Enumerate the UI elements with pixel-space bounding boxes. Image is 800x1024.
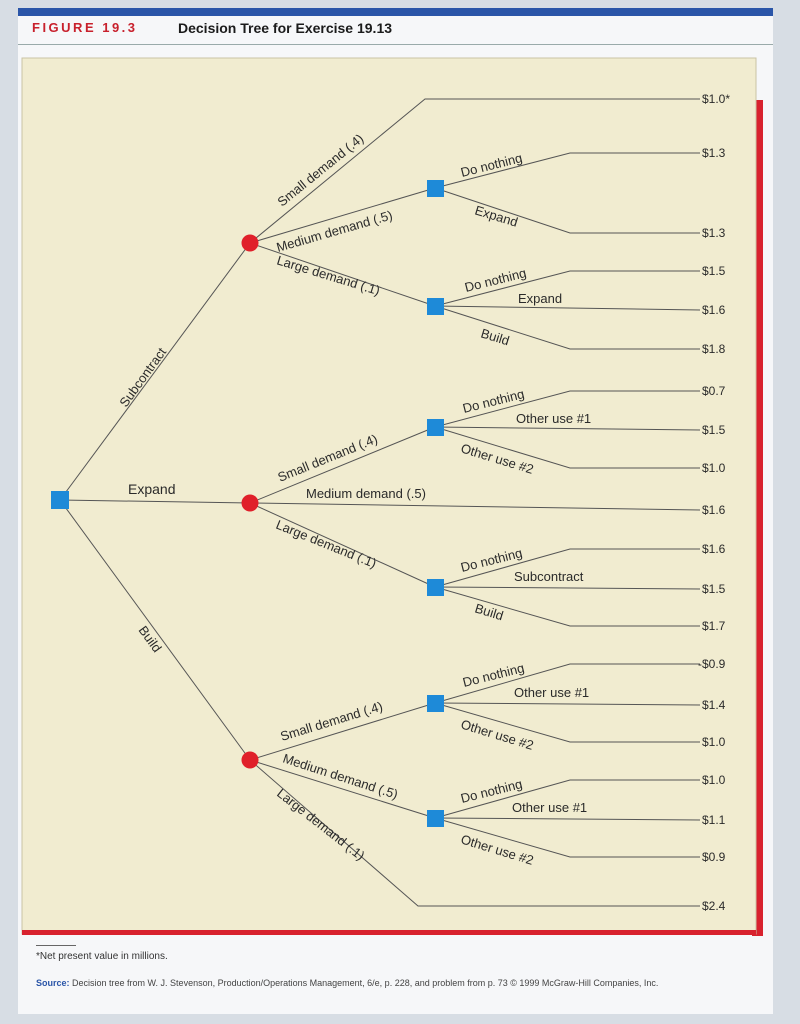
payoff-value: $1.6: [702, 303, 726, 317]
payoff-value: $1.6: [702, 503, 726, 517]
build-medium-do-nothing-label: Do nothing: [459, 776, 524, 806]
payoff-value: $1.7: [702, 619, 726, 633]
expand-chance-node: [242, 495, 259, 512]
payoff-value: $1.3: [702, 226, 726, 240]
payoff-value: $0.9: [702, 850, 726, 864]
root-decision-node: [51, 491, 69, 509]
decision-node-build-small: [427, 695, 444, 712]
sub-small-demand-label: Small demand (.4): [274, 130, 367, 210]
payoff-value: $0.7: [702, 384, 726, 398]
payoff-value: $1.5: [702, 264, 726, 278]
payoff-value: $1.8: [702, 342, 726, 356]
payoff-value: $2.4: [702, 899, 726, 913]
branch-label-build: Build: [135, 622, 165, 656]
sub-large-build-label: Build: [479, 325, 512, 349]
exp-large-do-nothing-label: Do nothing: [459, 545, 524, 575]
sub-medium-demand-label: Medium demand (.5): [274, 207, 395, 255]
subcontract-chance-node: [242, 235, 259, 252]
build-small-other-use-2-label: Other use #2: [459, 716, 536, 753]
source-label: Source:: [36, 978, 70, 988]
exp-small-other-use-2-label: Other use #2: [459, 440, 536, 477]
payoff-value: $1.0: [702, 461, 726, 475]
exp-large-subcontract-label: Subcontract: [514, 569, 584, 584]
figure-title: Decision Tree for Exercise 19.13: [178, 20, 393, 36]
exp-medium-demand-label: Medium demand (.5): [306, 486, 426, 501]
decision-node-build-medium: [427, 810, 444, 827]
red-bottom-rule: [22, 930, 756, 935]
exp-large-build-label: Build: [473, 600, 506, 624]
payoff-value: $1.3: [702, 146, 726, 160]
build-medium-demand-label: Medium demand (.5): [281, 750, 400, 802]
payoff-value: $1.5: [702, 423, 726, 437]
sub-large-demand-label: Large demand (.1): [275, 252, 382, 299]
exp-small-demand-label: Small demand (.4): [275, 431, 380, 485]
exp-small-other-use-1-label: Other use #1: [516, 411, 592, 426]
payoff-value: $1.0: [702, 773, 726, 787]
decision-node-sub-medium: [427, 180, 444, 197]
decision-node-exp-small: [427, 419, 444, 436]
payoff-value: -$0.9: [698, 657, 726, 671]
decision-node-sub-large: [427, 298, 444, 315]
build-medium-other-use-1-label: Other use #1: [512, 800, 588, 815]
build-large-demand-label: Large demand (.1): [274, 785, 368, 864]
payoff-value: $1.1: [702, 813, 726, 827]
payoff-value: $1.5: [702, 582, 726, 596]
exp-small-do-nothing-label: Do nothing: [461, 386, 526, 416]
sub-large-expand-label: Expand: [518, 291, 563, 306]
build-small-other-use-1-label: Other use #1: [514, 685, 590, 700]
payoff-value: $1.6: [702, 542, 726, 556]
footnote: *Net present value in millions.: [36, 951, 168, 962]
build-small-do-nothing-label: Do nothing: [461, 660, 526, 690]
decision-node-exp-large: [427, 579, 444, 596]
build-chance-node: [242, 752, 259, 769]
payoff-value: $1.4: [702, 698, 726, 712]
branch-label-subcontract: Subcontract: [116, 344, 170, 410]
payoff-value: $1.0: [702, 735, 726, 749]
sub-medium-expand-label: Expand: [473, 202, 520, 230]
footnote-divider: [36, 945, 76, 946]
build-small-demand-label: Small demand (.4): [278, 698, 385, 744]
build-medium-other-use-2-label: Other use #2: [459, 831, 536, 868]
sub-medium-do-nothing-label: Do nothing: [459, 150, 524, 180]
sub-large-do-nothing-label: Do nothing: [463, 265, 528, 295]
source-text: Decision tree from W. J. Stevenson, Production/Operations Management, 6/e, p. 228, and problem from p. 73 © 1999 McGraw-Hill Companies, Inc.: [72, 978, 659, 988]
exp-large-demand-label: Large demand (.1): [273, 516, 379, 571]
payoff-value: $1.0*: [702, 92, 731, 106]
figure-label: FIGURE 19.3: [32, 20, 138, 35]
source-citation: [36, 977, 736, 990]
branch-label-expand: Expand: [128, 481, 176, 497]
